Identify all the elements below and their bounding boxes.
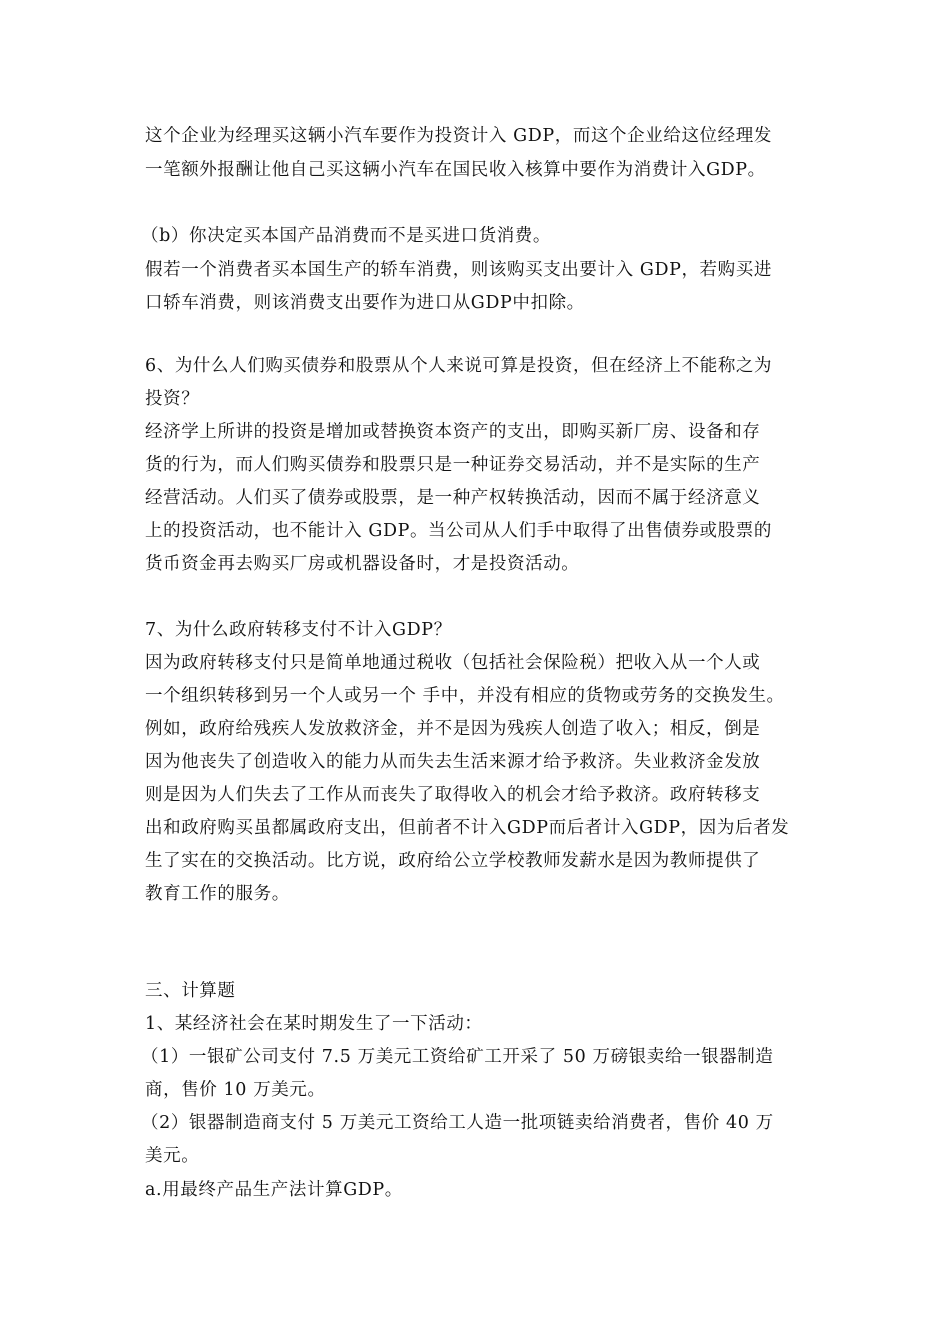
text-line: 经营活动。人们买了债券或股票，是一种产权转换活动，因而不属于经济意义 xyxy=(145,488,761,508)
text-line: 出和政府购买虽都属政府支出，但前者不计入GDP而后者计入GDP，因为后者发 xyxy=(145,818,790,838)
text-line: 生了实在的交换活动。比方说，政府给公立学校教师发薪水是因为教师提供了 xyxy=(145,851,761,871)
question-6-heading: 6、为什么人们购买债券和股票从个人来说可算是投资，但在经济上不能称之为 xyxy=(145,356,773,376)
text-line: 因为他丧失了创造收入的能力从而失去生活来源才给予救济。失业救济金发放 xyxy=(145,752,761,772)
text-line: 教育工作的服务。 xyxy=(145,884,290,904)
text-line: 货币资金再去购买厂房或机器设备时，才是投资活动。 xyxy=(145,554,580,574)
question-6-heading-cont: 投资？ xyxy=(145,389,200,409)
text-line: 例如，政府给残疾人发放救济金，并不是因为残疾人创造了收入；相反，倒是 xyxy=(145,719,761,739)
text-line: 因为政府转移支付只是简单地通过税收（包括社会保险税）把收入从一个人或 xyxy=(145,653,761,673)
text-line: 一个组织转移到另一个人或另一个 手中，并没有相应的货物或劳务的交换发生。 xyxy=(145,686,785,706)
text-line: （1）一银矿公司支付 7.5 万美元工资给矿工开采了 50 万磅银卖给一银器制造 xyxy=(141,1047,774,1067)
question-7-heading: 7、为什么政府转移支付不计入GDP？ xyxy=(145,620,452,640)
section-3-heading: 三、计算题 xyxy=(145,981,236,1001)
question-a-heading: a.用最终产品生产法计算GDP。 xyxy=(145,1180,403,1200)
text-line: 则是因为人们失去了工作从而丧失了取得收入的机会才给予救济。政府转移支 xyxy=(145,785,761,805)
text-line: 这个企业为经理买这辆小汽车要作为投资计入 GDP，而这个企业给这位经理发 xyxy=(145,126,772,146)
text-line: 美元。 xyxy=(145,1146,200,1166)
text-line: 上的投资活动，也不能计入 GDP。当公司从人们手中取得了出售债券或股票的 xyxy=(145,521,772,541)
text-line: 口轿车消费，则该消费支出要作为进口从GDP中扣除。 xyxy=(145,293,585,313)
text-line: 一笔额外报酬让他自己买这辆小汽车在国民收入核算中要作为消费计入GDP。 xyxy=(145,160,766,180)
text-line: 商，售价 10 万美元。 xyxy=(145,1080,326,1100)
question-b-heading: （b）你决定买本国产品消费而不是买进口货消费。 xyxy=(141,226,552,246)
text-line: 假若一个消费者买本国生产的轿车消费，则该购买支出要计入 GDP，若购买进 xyxy=(145,260,772,280)
question-1-heading: 1、某经济社会在某时期发生了一下活动： xyxy=(145,1014,483,1034)
text-line: 经济学上所讲的投资是增加或替换资本资产的支出，即购买新厂房、设备和存 xyxy=(145,422,761,442)
text-line: （2）银器制造商支付 5 万美元工资给工人造一批项链卖给消费者，售价 40 万 xyxy=(141,1113,774,1133)
text-line: 货的行为，而人们购买债券和股票只是一种证券交易活动，并不是实际的生产 xyxy=(145,455,761,475)
